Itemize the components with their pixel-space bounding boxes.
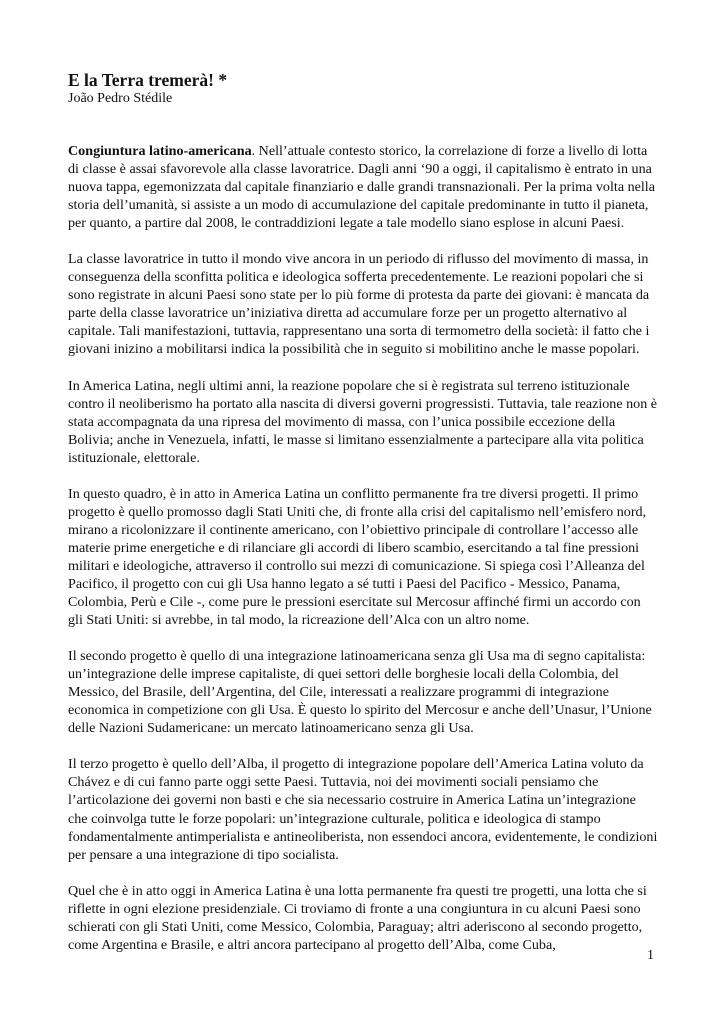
paragraph-text: Quel che è in atto oggi in America Latina è una lotta permanente fra questi tre progetti, una lotta che si riflette in ogni elezione presidenziale. Ci troviamo di fronte a una congiuntura in cu alcuni Paesi sono schierati con gli Stati Uniti, come Messico, Colombia, Paraguay; altri aderiscono al secondo progetto, come Argentina e Brasile, e altri ancora partecipano al progetto dell’Alba, come Cuba, xyxy=(68,882,647,953)
document-page xyxy=(68,70,658,972)
paragraph xyxy=(68,485,658,629)
paragraph-text: La classe lavoratrice in tutto il mondo vive ancora in un periodo di riflusso del movimento di massa, in conseguenza della sconfitta politica e ideologica sofferta precedentemente. Le reazioni popolari che si sono registrate in alcuni Paesi sono state per lo più forme di protesta da parte dei giovani: è mancata da parte della classe lavoratrice un’iniziativa diretta ad accumulare forze per un progetto alternativo al capitale. Tali manifestazioni, tuttavia, rappresentano una sorta di termometro della società: il fatto che i giovani inizino a mobilitarsi indica la possibilità che in seguito si mobilitino anche le masse popolari. xyxy=(68,251,650,358)
paragraph xyxy=(68,142,658,232)
document-author: João Pedro Stédile xyxy=(68,91,173,106)
paragraph-text: . Nell’attuale contesto storico, la correlazione di forze a livello di lotta di classe è assai sfavorevole alla classe lavoratrice. Dagli anni ‘90 a oggi, il capitalismo è entrato in una nuova tappa, egemonizzata dal capitale finanziario e dalle grandi transnazionali. Per la prima volta nella storia dell’umanità, si assiste a un modo di accumulazione del capitale predominante in tutto il pianeta, per quanto, a partire dal 2008, le contraddizioni legate a tale modello siano esplose in alcuni Paesi. xyxy=(68,143,655,232)
paragraph xyxy=(68,755,658,863)
paragraph-text: In America Latina, negli ultimi anni, la reazione popolare che si è registrata sul terreno istituzionale contro il neoliberismo ha portato alla nascita di diversi governi progressisti. Tuttavia, tale reazione non è stata accompagnata da una ripresa del movimento di massa, con l’unica possibile eccezione della Bolivia; anche in Venezuela, infatti, le masse si limitano essenzialmente a partecipare alla vita politica istituzionale, elettorale. xyxy=(68,377,658,466)
paragraph-text: Il terzo progetto è quello dell’Alba, il progetto di integrazione popolare dell’America Latina voluto da Chávez e di cui fanno parte oggi sette Paesi. Tuttavia, noi dei movimenti sociali pensiamo che l’articolazione dei governi non basti e che sia necessario costruire in America Latina un’integrazione che coinvolga tutte le forze popolari: un’integrazione culturale, politica e ideologica di stampo fondamentalmente antimperialista e antineoliberista, non essendoci ancora, evidentemente, le condizioni per pensare a una integrazione di tipo socialista. xyxy=(68,756,658,863)
paragraph-text: Il secondo progetto è quello di una integrazione latinoamericana senza gli Usa ma di segno capitalista: un’integrazione delle imprese capitaliste, di quei settori delle borghesie locali della Colombia, del Messico, del Brasile, dell’Argentina, del Cile, interessati a realizzare programmi di integrazione economica in competizione con gli Usa. È questo lo spirito del Mercosur e anche dell’Unasur, l’Unione delle Nazioni Sudamericane: un mercato latinoamericano senza gli Usa. xyxy=(68,648,652,737)
paragraph xyxy=(68,882,658,954)
page-number: 1 xyxy=(647,948,654,963)
paragraph xyxy=(68,377,658,467)
paragraph xyxy=(68,647,658,737)
document-title: E la Terra tremerà! * xyxy=(68,70,228,90)
paragraph xyxy=(68,250,658,358)
paragraph-lead: Congiuntura latino-americana xyxy=(68,143,252,159)
paragraph-text: In questo quadro, è in atto in America Latina un conflitto permanente fra tre diversi progetti. Il primo progetto è quello promosso dagli Stati Uniti che, di fronte alla crisi del capitalismo nell’emisfero nord, mirano a ricolonizzare il continente americano, con l’obiettivo principale di controllare l’accesso alle materie prime energetiche e di rilanciare gli accordi di libero scambio, esercitando a tal fine pressioni militari e ideologiche, attraverso il controllo sui mezzi di comunicazione. Si spiega così l’Alleanza del Pacifico, il progetto con cui gli Usa hanno legato a sé tutti i Paesi del Pacifico - Messico, Panama, Colombia, Perù e Cile -, come pure le pressioni esercitate sul Mercosur affinché firmi un accordo con gli Stati Uniti: si avrebbe, in tal modo, la ricreazione dell’Alca con un altro nome. xyxy=(68,485,647,629)
